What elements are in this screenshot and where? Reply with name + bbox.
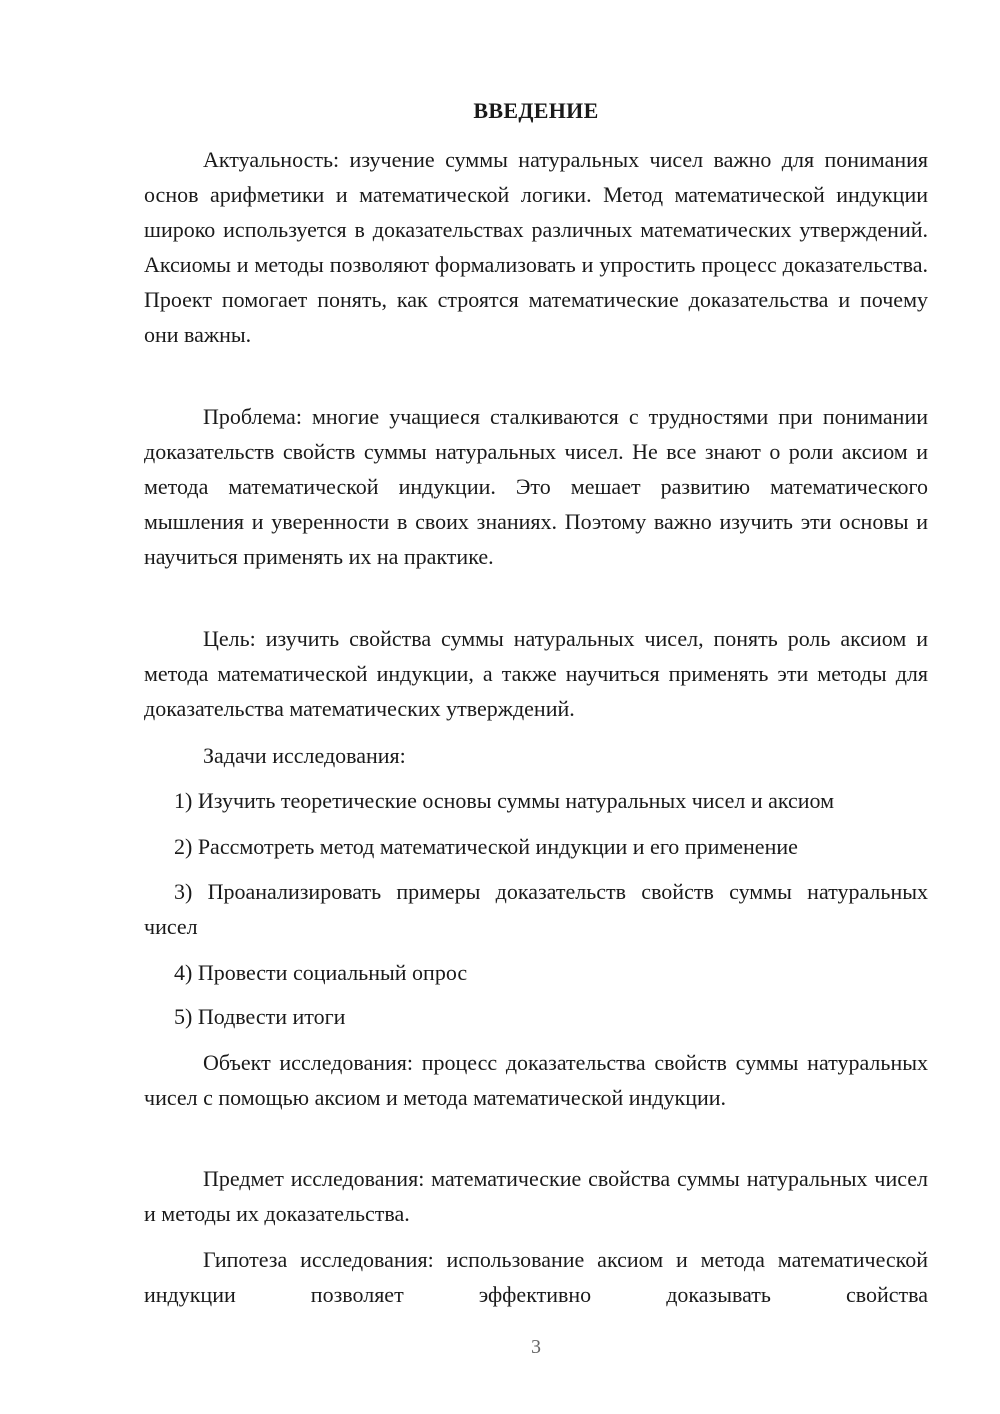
task-item-2: 2) Рассмотреть метод математической индукции и его применение: [174, 834, 798, 859]
tasks-intro: Задачи исследования:: [203, 743, 406, 768]
paragraph-problem: Проблема: многие учащиеся сталкиваются с трудностями при понимании доказательств свойств суммы натуральных чисел. Не все знают о роли аксиом и метода математической индукции. Это мешает развитию математического мышления и уверенности в своих знаниях. Поэтому важно изучить эти основы и научиться применять их на практике.: [144, 404, 928, 569]
paragraph-relevance: Актуальность: изучение суммы натуральных чисел важно для понимания основ арифметики и математической логики. Метод математической индукции широко используется в доказательствах различных математических утверждений. Аксиомы и методы позволяют формализовать и упростить процесс доказательства. Проект помогает понять, как строятся математические доказательства и почему они важны.: [144, 147, 928, 347]
task-item-5: 5) Подвести итоги: [174, 1004, 346, 1029]
task-item-4: 4) Провести социальный опрос: [174, 960, 468, 985]
paragraph-hypothesis: Гипотеза исследования: использование аксиом и метода математической индукции позволяет эффективно доказывать свойства: [144, 1247, 928, 1307]
section-heading: ВВЕДЕНИЕ: [473, 98, 599, 123]
task-item-1: 1) Изучить теоретические основы суммы натуральных чисел и аксиом: [174, 788, 835, 813]
paragraph-subject: Предмет исследования: математические свойства суммы натуральных чисел и методы их доказательства.: [144, 1166, 928, 1226]
paragraph-goal: Цель: изучить свойства суммы натуральных чисел, понять роль аксиом и метода математической индукции, а также научиться применять эти методы для доказательства математических утверждений.: [144, 626, 928, 721]
task-item-3: 3) Проанализировать примеры доказательств свойств суммы натуральных чисел: [144, 879, 928, 939]
paragraph-object: Объект исследования: процесс доказательства свойств суммы натуральных чисел с помощью аксиом и метода математической индукции.: [144, 1050, 928, 1110]
page-number: 3: [531, 1336, 541, 1358]
